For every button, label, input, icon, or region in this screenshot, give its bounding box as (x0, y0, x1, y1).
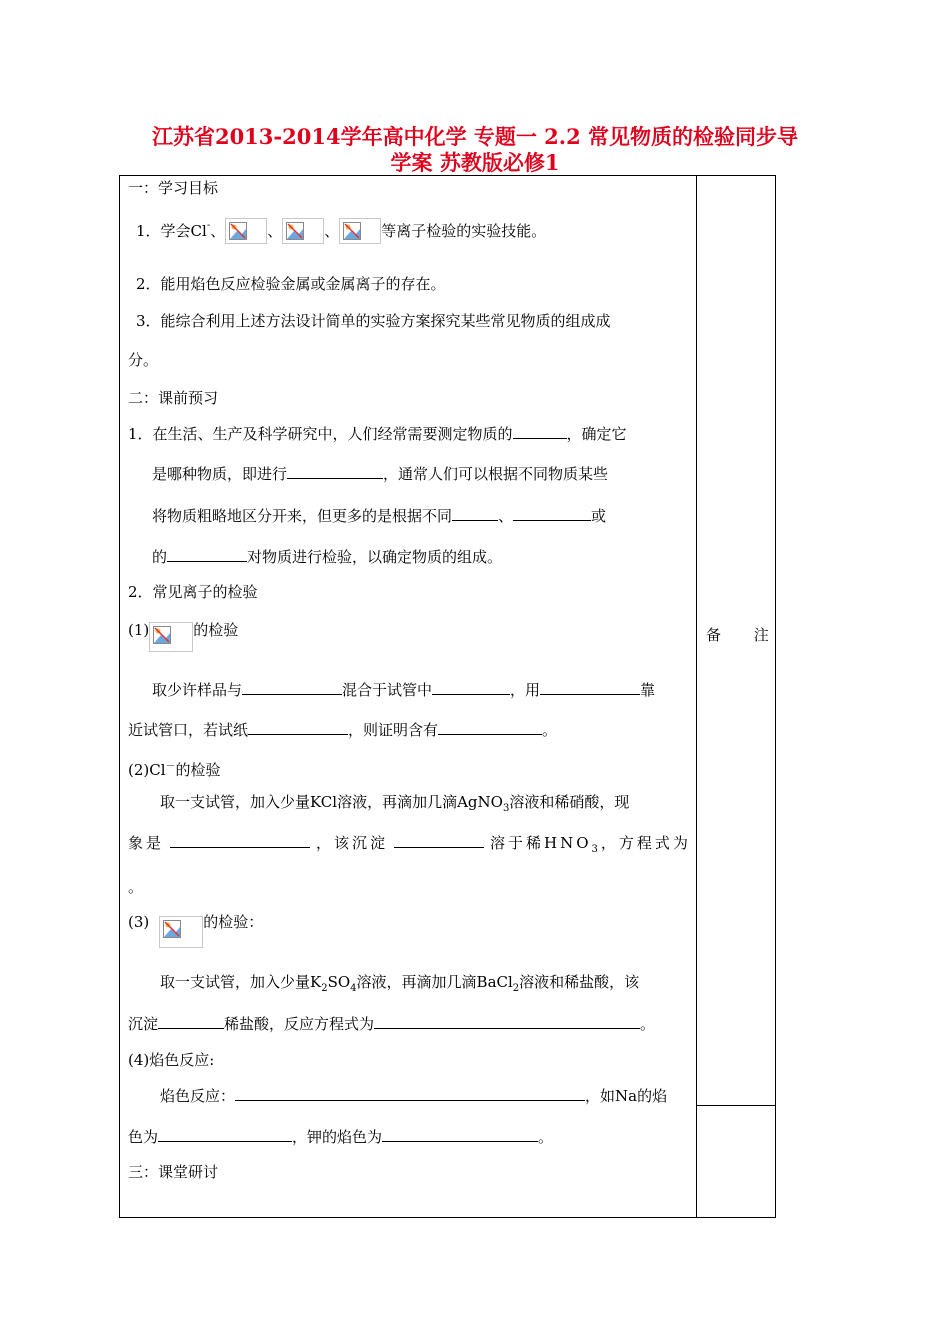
text: 沉淀 (128, 1015, 159, 1033)
text: 将物质粗略地区分开来，但更多的是根据不同 (152, 507, 453, 525)
text: ，通常人们可以根据不同物质某些 (383, 465, 609, 483)
text: ，如Na的焰 (585, 1087, 668, 1105)
text: 溶于稀HNO (490, 834, 592, 852)
remark-column-label: 备 注 (706, 626, 783, 644)
subscript: 3 (591, 844, 601, 855)
text: 近试管口，若试纸 (128, 721, 249, 739)
preview-q1-line-2 (152, 464, 608, 484)
goal-item-2: 2．能用焰色反应检验金属或金属离子的存在。 (136, 275, 446, 293)
separator: 、 (210, 222, 226, 240)
fill-blank[interactable] (382, 1127, 538, 1142)
text: ，该沉淀 (316, 834, 389, 852)
text: 的检验： (203, 913, 264, 931)
charge: － (165, 761, 176, 772)
subsection-3-line-1 (160, 972, 639, 999)
fill-blank[interactable] (158, 1127, 292, 1142)
subsection-4-line-2 (128, 1127, 553, 1147)
text: 的 (152, 548, 168, 566)
text: 。 (640, 1015, 656, 1033)
text: 的检验 (193, 621, 239, 639)
subscript: 2 (321, 983, 328, 994)
text: ，方程式为 (600, 834, 691, 852)
goal-item-1 (136, 216, 546, 246)
fill-blank[interactable] (452, 506, 498, 521)
subsection-2-line-3: 。 (128, 878, 144, 896)
broken-image-icon (225, 218, 267, 244)
text: 色为 (128, 1128, 159, 1146)
section-heading-goals: 一：学习目标 (128, 179, 219, 197)
text: ，用 (510, 681, 541, 699)
subsection-1-line-2 (128, 720, 557, 740)
text: 的检验 (175, 761, 221, 779)
subsection-3-line-2 (128, 1014, 655, 1034)
fill-blank[interactable] (438, 720, 542, 735)
document-title-line-2: 学案 苏教版必修1 (390, 150, 560, 175)
fill-blank[interactable] (170, 833, 310, 848)
text: ，则证明含有 (348, 721, 439, 739)
goal-1-text-end: 等离子检验的实验技能。 (381, 222, 547, 240)
subsection-2-heading (128, 757, 221, 780)
text: 、 (498, 507, 514, 525)
column-divider (696, 175, 697, 1218)
text: 取一支试管，加入少量K (160, 973, 322, 991)
text: 或 (591, 507, 607, 525)
text: SO (327, 973, 351, 991)
separator: 、 (267, 222, 283, 240)
text: 。 (538, 1128, 554, 1146)
fill-blank[interactable] (513, 424, 567, 439)
broken-image-icon (282, 218, 324, 244)
document-title-line-1: 江苏省2013-2014学年高中化学 专题一 2.2 常见物质的检验同步导 (151, 124, 799, 149)
fill-blank[interactable] (513, 506, 591, 521)
text: 混合于试管中 (342, 681, 433, 699)
chloride-charge: - (206, 220, 211, 231)
subsection-1-line-1 (152, 680, 655, 700)
separator: 、 (324, 222, 340, 240)
text: 溶液和稀盐酸，该 (519, 973, 640, 991)
text: 是哪种物质，即进行 (152, 465, 288, 483)
section-heading-class-discussion: 三：课堂研讨 (128, 1163, 219, 1181)
fill-blank[interactable] (287, 464, 383, 479)
subsection-4-line-1 (160, 1086, 667, 1106)
text: 溶液和稀硝酸，现 (509, 793, 630, 811)
goal-item-3-line-1: 3．能综合利用上述方法设计简单的实验方案探究某些常见物质的组成成 (136, 312, 611, 330)
section-heading-preview: 二：课前预习 (128, 389, 219, 407)
fill-blank[interactable] (394, 833, 484, 848)
text: ，钾的焰色为 (292, 1128, 383, 1146)
text: 对物质进行检验，以确定物质的组成。 (247, 548, 503, 566)
text: (2)Cl (128, 761, 166, 779)
text: 。 (542, 721, 558, 739)
fill-blank[interactable] (374, 1014, 640, 1029)
fill-blank[interactable] (235, 1086, 585, 1101)
broken-image-icon (159, 916, 203, 948)
subsection-3-heading (128, 912, 263, 948)
preview-q1-line-3 (152, 506, 606, 526)
text: 稀盐酸，反应方程式为 (224, 1015, 375, 1033)
fill-blank[interactable] (432, 680, 510, 695)
text: 焰色反应： (160, 1087, 236, 1105)
broken-image-icon (149, 622, 193, 652)
preview-q1-line-1 (128, 424, 627, 444)
text: 象是 (128, 834, 165, 852)
text: 靠 (640, 681, 656, 699)
text: (3) (128, 913, 150, 931)
subscript: 2 (512, 983, 520, 994)
text: ，确定它 (566, 425, 627, 443)
preview-q2-heading: 2．常见离子的检验 (128, 583, 258, 601)
remark-row-divider (696, 1105, 776, 1106)
fill-blank[interactable] (248, 720, 348, 735)
subsection-2-line-2 (128, 833, 691, 860)
text: (1) (128, 621, 150, 639)
text: 溶液，再滴加几滴BaCl (356, 973, 513, 991)
fill-blank[interactable] (540, 680, 640, 695)
subscript: 3 (502, 803, 510, 814)
broken-image-icon (339, 218, 381, 244)
preview-q1-line-4 (152, 547, 502, 567)
text: 取少许样品与 (152, 681, 243, 699)
subsection-4-heading: (4)焰色反应: (128, 1051, 215, 1069)
goal-item-3-line-2: 分。 (128, 351, 159, 369)
goal-1-text-start: 1．学会Cl (136, 222, 207, 240)
fill-blank[interactable] (158, 1014, 224, 1029)
subsection-2-line-1 (160, 792, 629, 819)
subscript: 4 (350, 983, 357, 994)
text: 取一支试管，加入少量KCl溶液，再滴加几滴AgNO (160, 793, 503, 811)
subsection-1-heading (128, 620, 238, 654)
text: 1．在生活、生产及科学研究中，人们经常需要测定物质的 (128, 425, 513, 443)
fill-blank[interactable] (242, 680, 342, 695)
fill-blank[interactable] (167, 547, 247, 562)
